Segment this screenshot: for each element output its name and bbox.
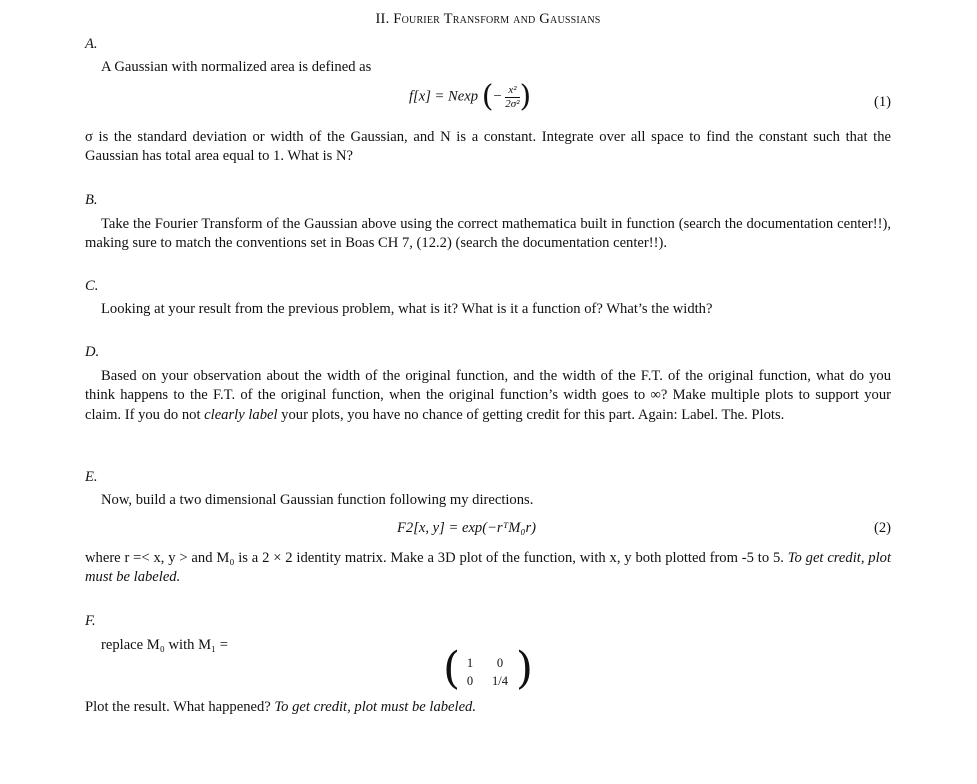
part-f-body-text: Plot the result. What happened? xyxy=(85,699,275,715)
part-c-label: C. xyxy=(85,278,99,294)
part-e-body-text: where r =< x, y > and M₀ is a 2 × 2 identity matrix. Make a 3D plot of the function, with x, y both plotted from -5 to 5. xyxy=(85,550,784,566)
part-a-body: σ is the standard deviation or width of the Gaussian, and N is a constant. Integrate over all space to find the constant such that the Gaussian has total area equal to 1. What is N? xyxy=(85,129,891,165)
part-b-body xyxy=(85,215,891,254)
part-d-body-emphasis: clearly label xyxy=(204,406,278,423)
equation-1-lhs: f[x] = Nexp xyxy=(409,88,479,105)
part-c-body xyxy=(85,300,891,319)
matrix-cell-22: 1/4 xyxy=(492,674,508,688)
part-f-intro-text: replace M₀ with M₁ = xyxy=(101,637,229,653)
matrix-cell-12: 0 xyxy=(496,656,504,670)
equation-2-number: (2) xyxy=(873,520,891,536)
equation-1-fraction xyxy=(505,84,519,111)
equation-2 xyxy=(85,520,891,542)
part-b-body-text: Take the Fourier Transform of the Gaussian above using the correct mathematica built in function (search the documentation center!!), making sure to match the conventions set in Boas CH 7, (12.2) (search the documentation center!!). xyxy=(85,216,891,252)
section-numeral: II. xyxy=(375,11,390,27)
part-d-body xyxy=(85,367,891,425)
equation-2-body: F2[x, y] = exp(−rᵀM₀r) xyxy=(397,520,537,536)
part-a-intro-text: A Gaussian with normalized area is defined as xyxy=(101,59,372,75)
part-f-label: F. xyxy=(85,613,96,629)
section-heading xyxy=(85,11,891,28)
matrix-cell-11: 1 xyxy=(466,656,474,670)
equation-1-minus: − xyxy=(493,88,502,105)
equation-1-denominator: 2σ² xyxy=(505,97,520,110)
part-b-label: B. xyxy=(85,192,98,208)
matrix-cell-21: 0 xyxy=(466,674,474,688)
part-c-body-text: Looking at your result from the previous problem, what is it? What is it a function of? What’s the width? xyxy=(101,301,713,317)
equation-1-numerator: x² xyxy=(505,84,519,98)
part-e-body xyxy=(85,549,891,588)
part-d-body-text-2: your plots, you have no chance of getting credit for this part. Again: Label. The. Plots. xyxy=(277,406,785,423)
equation-1-body: f[x] = Nexp (− $\frac{\text{x²}}{\text{2σ²}}$ ) xyxy=(409,79,532,114)
part-d-body-text-1: Based on your observation about the width of the original function, and the width of the F.T. of the original function, what do you think happens to the F.T. of the original function, when the original function’s width goes to ∞? Make multiple plots to support your claim. If you do not xyxy=(85,368,891,423)
matrix-m1: ( 1 0 0 1/4 ) xyxy=(443,643,533,694)
part-e-intro xyxy=(85,491,891,510)
part-d-label: D. xyxy=(85,344,100,360)
part-f-body xyxy=(85,698,891,717)
part-e-label: E. xyxy=(85,469,98,485)
equation-1 xyxy=(85,79,891,122)
equation-1-number: (1) xyxy=(873,94,891,110)
part-a-intro xyxy=(85,58,891,77)
part-e-intro-text: Now, build a two dimensional Gaussian function following my directions. xyxy=(101,492,534,508)
part-e-body-emphasis: To get credit, plot must be labeled. xyxy=(85,550,891,586)
section-title-text: Fourier Transform and Gaussians xyxy=(393,11,601,27)
part-f-body-emphasis: To get credit, plot must be labeled. xyxy=(274,699,476,715)
part-a-label: A. xyxy=(85,36,98,52)
